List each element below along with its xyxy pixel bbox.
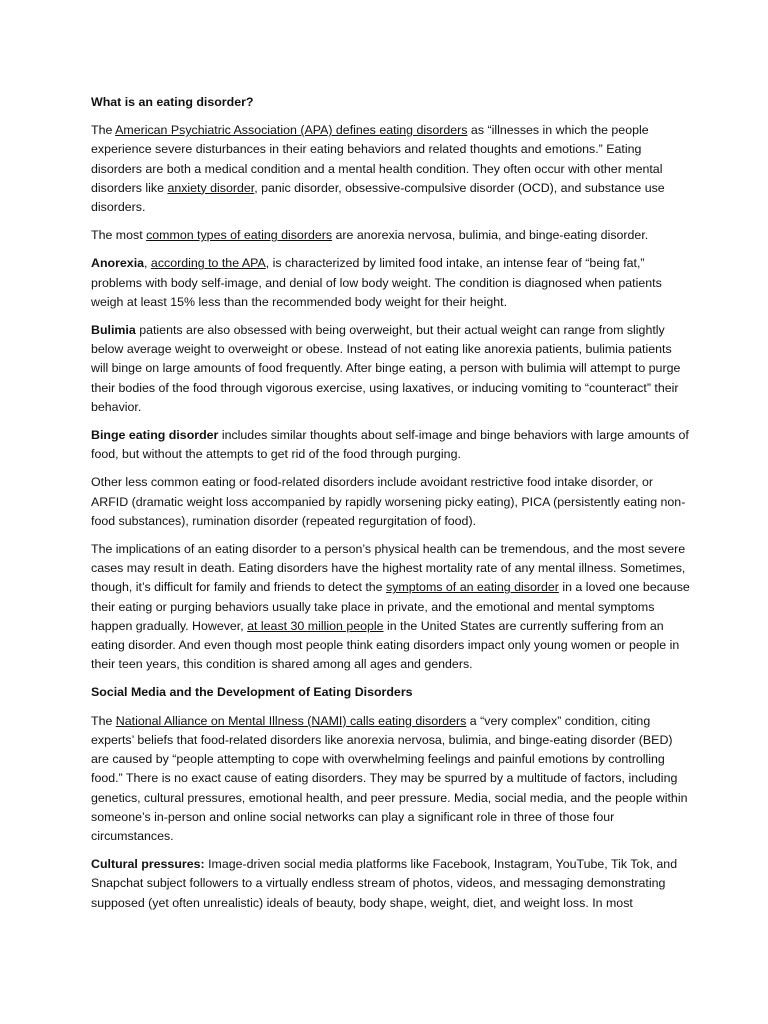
- paragraph-binge-eating: [91, 426, 690, 464]
- link-common-types[interactable]: common types of eating disorders: [146, 228, 333, 243]
- section-heading-what-is: What is an eating disorder?: [91, 95, 254, 109]
- paragraph-cultural-pressures: [91, 855, 690, 913]
- paragraph-definition: [91, 121, 690, 217]
- text-span: are anorexia nervosa, bulimia, and binge-eating disorder.: [332, 228, 649, 243]
- text-span: The implications of an eating disorder to a person’s physical health can be tremendous, and the most severe cases may result in death. Eating disorders have the highest mortality rate of any mental illness. Sometimes, though, it’s difficult for family and friends to detect the: [91, 542, 686, 595]
- paragraph-implications: [91, 540, 690, 674]
- section-heading-social-media: Social Media and the Development of Eating Disorders: [91, 685, 413, 700]
- text-span: ,: [144, 256, 151, 271]
- text-span: includes similar thoughts about self-image and binge behaviors with large amounts of food, but without the attempts to get rid of the food through purging.: [91, 428, 689, 462]
- link-according-to-apa[interactable]: according to the APA: [150, 256, 266, 271]
- text-span: in a loved one because their eating or purging behaviors usually take place in private, and the emotional and mental symptoms happen gradually. However,: [91, 580, 690, 633]
- link-anxiety-disorder[interactable]: anxiety disorder: [167, 180, 255, 195]
- text-span: a “very complex” condition, citing experts’ beliefs that food-related disorders like anorexia nervosa, bulimia, and binge-eating disorder (BED) are caused by “people attempting to cope with overwhelming feelings and painful emotions by controlling food.” There is no exact cause of eating disorders. They may be spurred by a multitude of factors, including genetics, cultural pressures, emotional health, and peer pressure. Media, social media, and the people within someone’s in-person and online social networks can play a significant role in three of those four circumstances.: [91, 713, 688, 843]
- text-span: Other less common eating or food-related disorders include avoidant restrictive food intake disorder, or ARFID (dramatic weight loss accompanied by rapidly worsening picky eating), PICA (persistently eating non-food substances), rumination disorder (repeated regurgitation of food).: [91, 475, 686, 528]
- link-symptoms[interactable]: symptoms of an eating disorder: [386, 580, 559, 595]
- text-span: in the United States are currently suffering from an eating disorder. And even though most people think eating disorders impact only young women or people in their teen years, this condition is shared among all ages and genders.: [91, 618, 680, 672]
- text-span: The: [91, 713, 116, 728]
- text-span: patients are also obsessed with being overweight, but their actual weight can range from slightly below average weight to overweight or obese. Instead of not eating like anorexia patients, bulimia patients will binge on large amounts of food frequently. After binge eating, a person with bulimia will attempt to purge their bodies of the food through vigorous exercise, using laxatives, or inducing vomiting to “counteract” their behavior.: [91, 323, 681, 414]
- text-span: as “illnesses in which the people experience severe disturbances in their eating behaviors and related thoughts and emotions.” Eating disorders are both a medical condition and a mental health condition. They often occur with other mental disorders like: [91, 123, 663, 195]
- term-anorexia: Anorexia: [91, 256, 145, 271]
- paragraph-bulimia: [91, 321, 690, 417]
- link-apa-definition[interactable]: American Psychiatric Association (APA) defines eating disorders: [115, 123, 468, 138]
- text-span: The: [91, 123, 116, 138]
- text-span: , is characterized by limited food intake, an intense fear of “being fat,” problems with body self-image, and denial of low body weight. The condition is diagnosed when patients weigh at least 15% less than the recommended body weight for their height.: [91, 256, 662, 309]
- term-cultural-pressures: Cultural pressures:: [91, 857, 205, 872]
- paragraph-nami: [91, 712, 690, 846]
- link-nami[interactable]: National Alliance on Mental Illness (NAMI) calls eating disorders: [115, 713, 467, 728]
- text-span: The most: [91, 228, 147, 243]
- paragraph-other-disorders: [91, 473, 690, 531]
- term-bulimia: Bulimia: [91, 323, 136, 338]
- term-binge-eating: Binge eating disorder: [91, 428, 219, 443]
- text-span: Image-driven social media platforms like Facebook, Instagram, YouTube, Tik Tok, and Snapchat subject followers to a virtually endless stream of photos, videos, and messaging demonstrating supposed (yet often unrealistic) ideals of beauty, body shape, weight, diet, and weight loss. In most: [91, 857, 678, 910]
- paragraph-anorexia: [91, 254, 690, 312]
- link-30-million[interactable]: at least 30 million people: [247, 618, 384, 633]
- paragraph-common-types: [91, 226, 690, 245]
- text-span: , panic disorder, obsessive-compulsive disorder (OCD), and substance use disorders.: [91, 180, 665, 215]
